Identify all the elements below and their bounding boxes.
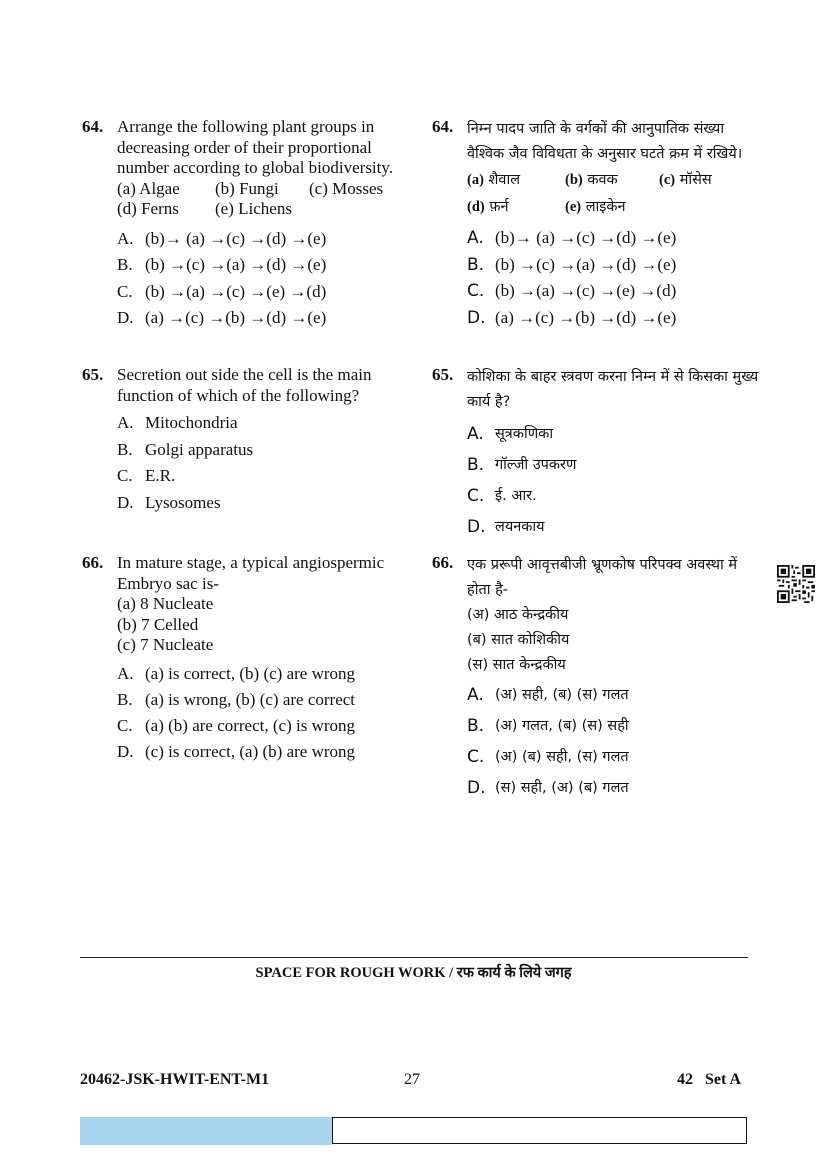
item: (अ) आठ केन्द्रकीय [467,607,569,623]
option-text: E.R. [145,466,176,485]
option-b[interactable] [117,437,402,464]
option-label: D. [467,517,486,537]
option-b[interactable] [467,450,762,481]
option-a[interactable] [117,226,402,253]
item: (c) 7 Nucleate [117,635,214,654]
option-text: (अ) सही, (ब) (स) गलत [495,687,629,703]
option-text: (b) →(a) →(c) →(e) →(d) [145,281,327,301]
question-64-en [82,117,402,332]
option-b[interactable] [467,711,762,742]
question-text: कोशिका के बाहर स्त्रवण करना निम्न में से किसका मुख्य कार्य है? [467,369,759,410]
question-text: निम्न पादप जाति के वर्गकों की आनुपातिक संख्या वैश्विक जैव विविधता के अनुसार घटते क्रम में रखिये। [467,121,743,162]
option-label: A. [467,685,484,705]
item: (d) फ़र्न [467,199,509,215]
item: (b) Fungi [215,178,279,198]
option-label: A. [117,413,134,432]
option-text: (c) is correct, (a) (b) are wrong [145,741,356,761]
question-64-hi [432,117,762,331]
option-label: C. [117,281,133,301]
option-label: C. [117,466,133,485]
option-a[interactable] [117,661,402,687]
question-number: 65. [82,365,104,384]
option-d[interactable] [117,490,402,517]
option-label: A. [117,663,134,683]
option-label: B. [117,439,133,459]
option-label: C. [467,486,485,506]
qr-code-icon [777,565,815,603]
item: (a) 8 Nucleate [117,594,214,613]
footer-color-bar [80,1117,332,1145]
option-b[interactable] [117,687,402,713]
option-label: B. [467,254,485,275]
option-a[interactable] [117,410,402,437]
option-b[interactable] [467,252,762,279]
option-text: सूत्रकणिका [495,426,554,442]
question-number: 66. [82,553,104,572]
option-c[interactable] [467,742,762,773]
option-label: A. [467,228,484,248]
option-text: (a) is wrong, (b) (c) are correct [145,689,356,709]
question-text: In mature stage, a typical angiospermic Embryo sac is- [117,553,385,593]
option-text: (b)→ (a) →(c) →(d) →(e) [495,228,677,247]
option-text: (a) →(c) →(b) →(d) →(e) [495,307,677,327]
option-d[interactable] [467,773,762,804]
item: (ब) सात कोशिकीय [467,632,570,648]
question-text: Arrange the following plant groups in decreasing order of their proportional number according to global biodiversity. [117,117,394,177]
footer-code: 20462-JSK-HWIT-ENT-M1 [80,1071,270,1088]
item: (b) 7 Celled [117,614,199,634]
option-label: D. [117,741,134,761]
option-d[interactable] [467,512,762,543]
question-65-hi [432,365,762,543]
option-label: B. [117,689,133,709]
item: (a) Algae [117,178,180,198]
item: (b) कवक [565,172,618,188]
page-number: 27 [404,1071,420,1088]
option-label: D. [117,308,134,327]
option-text: Lysosomes [145,492,221,512]
option-text: (b) →(a) →(c) →(e) →(d) [495,281,677,300]
option-text: (b)→ (a) →(c) →(d) →(e) [145,228,327,248]
question-number: 64. [82,117,104,136]
option-label: B. [467,455,485,475]
option-text: (b) →(c) →(a) →(d) →(e) [145,255,327,274]
option-c[interactable] [467,481,762,512]
option-c[interactable] [117,463,402,490]
option-a[interactable] [467,419,762,450]
option-c[interactable] [117,279,402,306]
option-d[interactable] [117,739,402,765]
option-label: A. [467,424,484,444]
option-d[interactable] [467,305,762,332]
option-text: (a) (b) are correct, (c) is wrong [145,715,356,735]
option-label: D. [117,492,134,512]
question-text: Secretion out side the cell is the main function of which of the following? [117,365,372,405]
question-text: एक प्ररूपी आवृत्तबीजी भ्रूणकोष परिपक्व अवस्था में होता है- [467,557,738,598]
option-label: C. [117,715,133,735]
question-66-en [82,553,402,765]
item-list [117,179,402,220]
item: (e) Lichens [215,199,292,218]
option-text: Golgi apparatus [145,439,254,459]
option-label: A. [117,228,134,248]
question-66-hi [432,553,762,804]
option-text: (अ) गलत, (ब) (स) सही [495,718,629,734]
option-text: (अ) (ब) सही, (स) गलत [495,749,629,765]
item: (a) शैवाल [467,172,521,188]
option-text: लयनकाय [495,519,545,535]
option-c[interactable] [117,713,402,739]
item: (c) Mosses [309,178,384,198]
option-text: (b) →(c) →(a) →(d) →(e) [495,254,677,274]
option-label: C. [467,747,485,767]
question-number: 65. [432,365,454,384]
option-text: ई. आर. [495,488,537,504]
option-label: B. [467,716,485,736]
option-label: B. [117,255,133,274]
set-label: 42 Set A [677,1071,741,1088]
option-text: (a) is correct, (b) (c) are wrong [145,663,356,683]
item: (e) लाइकेन [565,199,626,215]
item-list [467,167,762,221]
option-a[interactable] [467,225,762,252]
item: (स) सात केन्द्रकीय [467,657,566,673]
option-text: (a) →(c) →(b) →(d) →(e) [145,308,327,327]
rough-work-label: SPACE FOR ROUGH WORK / रफ कार्य के लिये जगह [255,965,572,981]
divider [80,957,748,958]
question-number: 64. [432,117,454,136]
option-text: (स) सही, (अ) (ब) गलत [495,780,629,796]
footer-box [332,1117,747,1144]
option-b[interactable] [117,252,402,279]
option-text: Mitochondria [145,413,238,432]
item: (c) मॉसेस [659,172,712,188]
option-d[interactable] [117,305,402,332]
option-label: C. [467,281,485,301]
question-number: 66. [432,553,454,572]
option-label: D. [467,307,486,328]
option-a[interactable] [467,680,762,711]
option-c[interactable] [467,278,762,305]
item: (d) Ferns [117,199,179,218]
question-65-en [82,365,402,516]
option-text: गॉल्जी उपकरण [495,457,577,473]
option-label: D. [467,778,486,798]
